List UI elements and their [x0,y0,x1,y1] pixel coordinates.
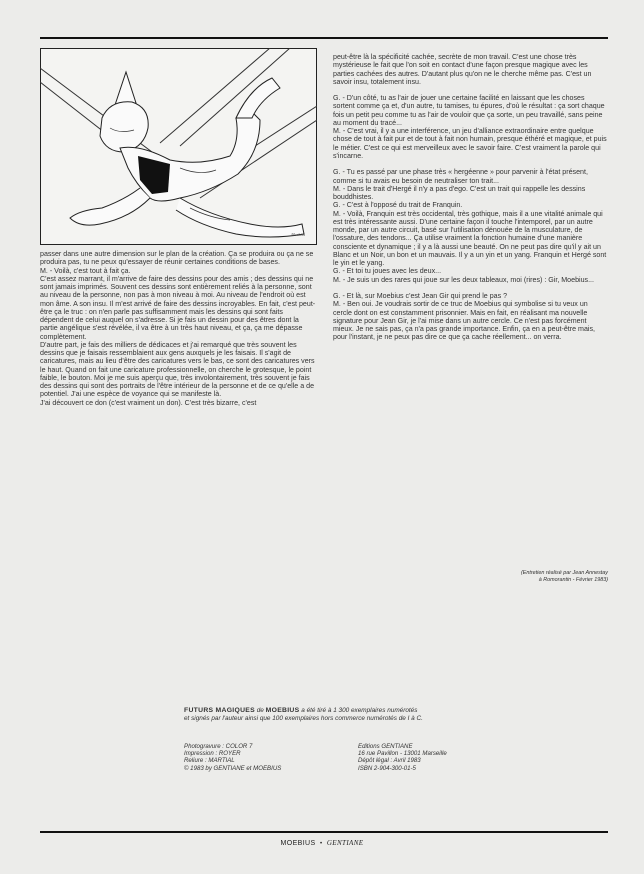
right-column [333,53,608,342]
colophon-title: FUTURS MAGIQUES [184,707,255,714]
credit-item: Photogravure : COLOR 7 [184,743,253,750]
footer-publisher: GENTIANE [326,839,364,847]
paragraph: peut-être là la spécificité cachée, secrète de mon travail. C'est une chose très mystérieuse le fait que l'on soit en contact d'une façon presque magique avec les parties cachées des autres. D'autant plus qu'on ne le cherche même pas. C'est un savoir insu, totalement insu. [333,53,592,86]
interview-credit [408,570,608,584]
credit-item: ISBN 2-904-300-01-5 [358,764,416,772]
footer-separator: • [319,841,323,847]
colophon-line [184,707,484,715]
illustration-drawing [40,48,317,245]
paragraph: M. - Voilà, c'est tout à fait ça. [40,266,131,275]
paragraph: G. - D'un côté, tu as l'air de jouer une certaine facilité en laissant que les choses sortent comme ça et, d'un autre, tu tamises, tu épures, d'où le résultat : ça sort chaque fois un petit peu comme tu as l'air de vouloir que ça sorte, un peu travaillé, sans peine au moment du tracé... [333,94,605,127]
illustration [40,48,317,245]
paragraph: J'ai découvert ce don (c'est vraiment un don). C'est très bizarre, c'est [40,398,257,407]
credit-line: (Entretien réalisé par Jean Annestay [521,570,608,576]
credit-item: Impression : ROYER [184,750,241,758]
paragraph: passer dans une autre dimension sur le plan de la création. Ça se produira ou ça ne se produira pas, tu ne peux qu'essayer de réunir certaines conditions de bases. [40,250,314,267]
colophon-de: de [254,707,266,714]
production-credits [184,743,334,772]
paragraph: M. - Dans le trait d'Hergé il n'y a pas d'ego. C'est un trait qui rappelle les dessins bouddhistes. [333,184,586,202]
credit-item: Dépôt légal : Avril 1983 [358,757,421,765]
credit-item: 16 rue Pavillon - 13001 Marseille [358,750,447,758]
paragraph: G. - C'est à l'opposé du trait de Franquin. [333,201,463,210]
footer-author: MOEBIUS [280,840,316,847]
paragraph: M. - Je suis un des rares qui joue sur les deux tableaux, moi (rires) : Gir, Moebius... [333,275,594,284]
colophon [184,707,484,722]
credit-line: à Romorantin - Février 1983) [538,577,608,583]
colophon-line-2: et signés par l'auteur ainsi que 100 exemplaires hors commerce numérotés de I à C. [184,714,423,722]
bottom-rule [40,831,608,833]
paragraph: G. - Tu es passé par une phase très « hergéenne » pour parvenir à l'état présent, comme si tu avais eu besoin de neutraliser ton trait... [333,168,588,185]
colophon-rest: a été tiré à 1 300 exemplaires numérotés [299,707,418,714]
illustration-signature: Moebius [291,232,305,237]
paragraph: M. - Voilà, Franquin est très occidental, très gothique, mais il a une vitalité animale qui est très intéressante aussi. D'une certaine façon il touche l'intemporel, par un autre monde, par un autre circuit, basé sur l'utilisation dénouée de la musculature, de l'ossature, des tendons... Ça utilise vraiment la fonction humaine d'une manière consciente et dynamique ; il y a là aussi une beauté. On ne peut pas dire qu'il y ait un Blanc et un Noir, un bon et un mauvais. Il y a un yin et un yang. Franquin et Hergé sont le yin et le yang. [333,209,607,268]
credit-item: © 1983 by GENTIANE et MOEBIUS [184,764,282,772]
colophon-author: MOEBIUS [265,707,300,714]
paragraph: M. - C'est vrai, il y a une interférence, un jeu d'alliance extraordinaire entre quelque chose de tout à fait pur et de tout à fait non humain, presque éthéré et magique, et puis le métier. C'est ce qui est merveilleux avec le savoir faire. C'est vraiment la parole qui s'incarne. [333,127,607,160]
credit-item: Editions GENTIANE [358,743,413,750]
paragraph: G. - Et là, sur Moebius c'est Jean Gir qui prend le pas ? [333,292,508,301]
left-column [40,250,316,407]
paragraph: C'est assez marrant, il m'arrive de faire des dessins pour des amis ; des dessins qui ne sont jamais imprimés. Souvent ces dessins sont entièrement reliés à la personne, sont au niveau de la personne, non pas à mon niveau à moi. Au niveau de l'endroit où est mon âme. A son insu. Il m'est arrivé de faire des dessins incroyables. En fait, c'est peut-être ça le truc : on n'en parle pas suffisamment mais les dessins qui sont faits dépendent de celui auquel on s'adresse. Si je fais un dessin pour des êtres dont la partie angélique s'est révélée, il va être à un très haut niveau, et ça, ça me dépasse complètement. [40,274,316,341]
top-rule [40,37,608,39]
footer [0,839,644,847]
paragraph: G. - Et toi tu joues avec les deux... [333,267,442,276]
paragraph: D'autre part, je fais des milliers de dédicaces et j'ai remarqué que très souvent les dessins que je faisais ressemblaient aux gens auxquels je les faisais. Il s'agit de caricatures, mais au lieu d'être des caricatures vers le bas, ce sont des caricatures vers le haut. Quand on fait une caricature professionnelle, on cherche le grotesque, le point faible, le bouton. Moi je me suis aperçu que, très involontairement, très souvent je fais des dessins qui sont des portraits de l'être intérieur de la personne et de ce qu'elle a de potentiel. J'ai une espèce de voyance qui se manifeste là. [40,340,315,399]
credit-item: Reliure : MARTIAL [184,757,235,765]
paragraph: M. - Ben oui. Je voudrais sortir de ce truc de Moebius qui symbolise si tu veux un cercle dont on est constamment prisonnier. Mais en fait, en réalisant ma nouvelle signature pour Jean Gir, je l'ai mise dans un autre cercle. Ce n'est pas forcément mieux. Je ne sais pas, ça n'a pas grande importance. Enfin, ça en a peut-être mais, pour l'instant, je ne peux pas dire ce que ça cache réellement... on verra. [333,300,595,342]
publisher-credits [358,743,508,772]
